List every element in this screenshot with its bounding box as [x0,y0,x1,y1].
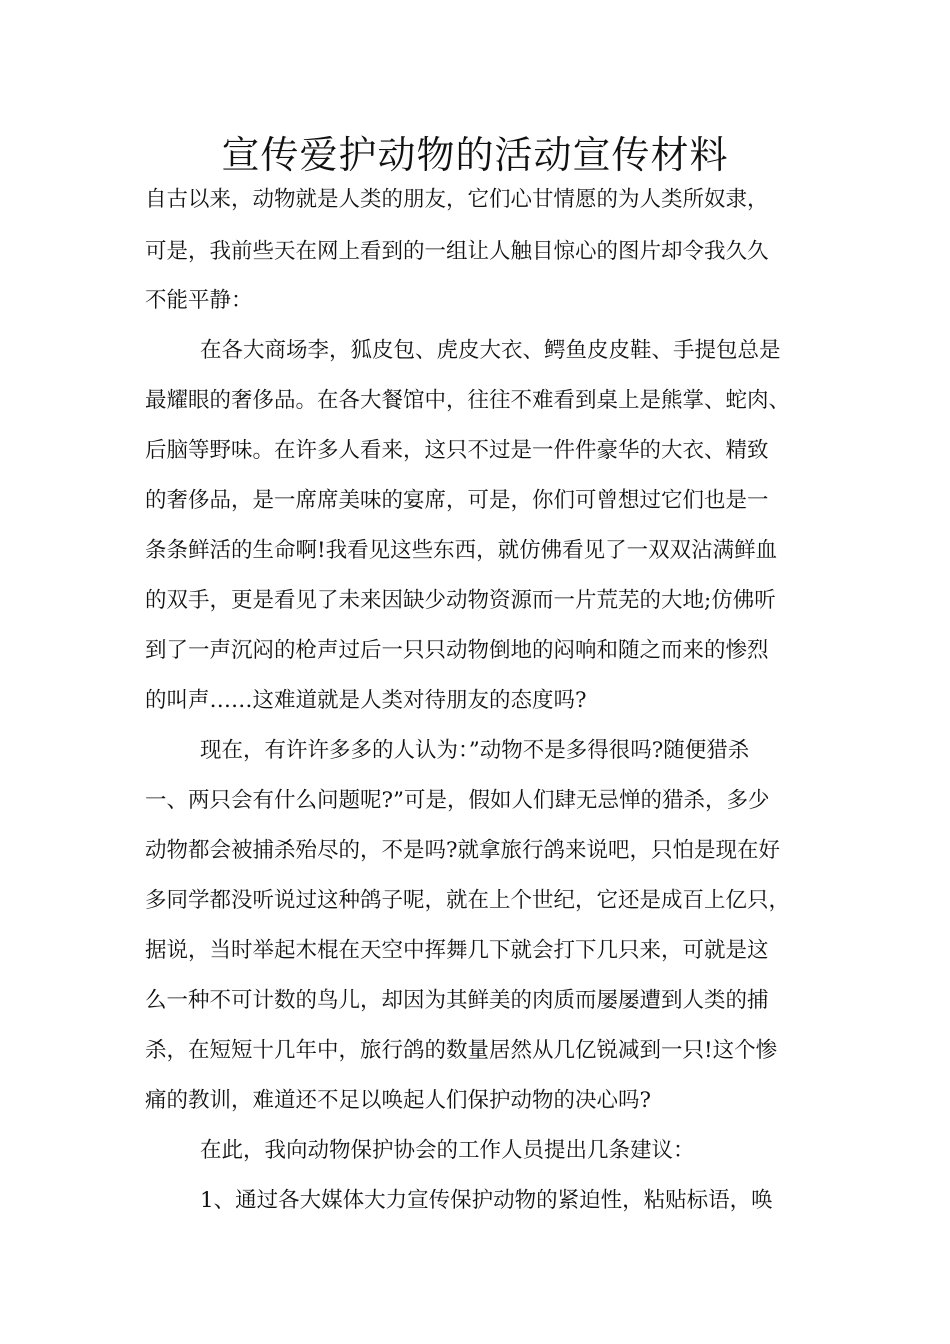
body-line-3: 不能平静： [145,288,253,313]
body-line-13: 一、两只会有什么问题呢?”可是，假如人们肆无忌惮的猎杀，多少 [145,788,770,813]
body-line-8: 条条鲜活的生命啊!我看见这些东西，就仿佛看见了一双双沾满鲜血 [145,538,778,563]
body-line-4: 在各大商场李，狐皮包、虎皮大衣、鳄鱼皮皮鞋、手提包总是 [200,338,781,363]
body-line-15: 多同学都没听说过这种鸽子呢，就在上个世纪，它还是成百上亿只， [145,888,791,913]
body-line-5: 最耀眼的奢侈品。在各大餐馆中，往往不难看到桌上是熊掌、蛇肉、 [145,388,791,413]
body-line-1: 自古以来，动物就是人类的朋友，它们心甘情愿的为人类所奴隶， [145,187,769,212]
body-line-17: 么一种不可计数的鸟儿，却因为其鲜美的肉质而屡屡遭到人类的捕 [145,988,769,1013]
body-line-12: 现在，有许许多多的人认为：”动物不是多得很吗?随便猎杀 [200,738,750,763]
body-line-21: 1、通过各大媒体大力宣传保护动物的紧迫性，粘贴标语，唤 [200,1188,773,1213]
body-line-18: 杀，在短短十几年中，旅行鸽的数量居然从几亿锐减到一只!这个惨 [145,1038,778,1063]
body-line-10: 到了一声沉闷的枪声过后一只只动物倒地的闷响和随之而来的惨烈 [145,638,769,663]
body-line-2: 可是，我前些天在网上看到的一组让人触目惊心的图片却令我久久 [145,239,769,264]
body-line-14: 动物都会被捕杀殆尽的，不是吗?就拿旅行鸽来说吧，只怕是现在好 [145,838,781,863]
body-line-6: 后脑等野味。在许多人看来，这只不过是一件件豪华的大衣、精致 [145,438,769,463]
body-line-11: 的叫声……这难道就是人类对待朋友的态度吗? [145,688,587,713]
body-line-16: 据说，当时举起木棍在天空中挥舞几下就会打下几只来，可就是这 [145,938,769,963]
body-line-9: 的双手，更是看见了未来因缺少动物资源而一片荒芜的大地;仿佛听 [145,588,776,613]
body-line-7: 的奢侈品，是一席席美味的宴席，可是，你们可曾想过它们也是一 [145,488,769,513]
document-title: 宣传爱护动物的活动宣传材料 [221,133,729,177]
body-line-19: 痛的教训，难道还不足以唤起人们保护动物的决心吗? [145,1088,652,1113]
body-line-20: 在此，我向动物保护协会的工作人员提出几条建议： [200,1138,695,1163]
